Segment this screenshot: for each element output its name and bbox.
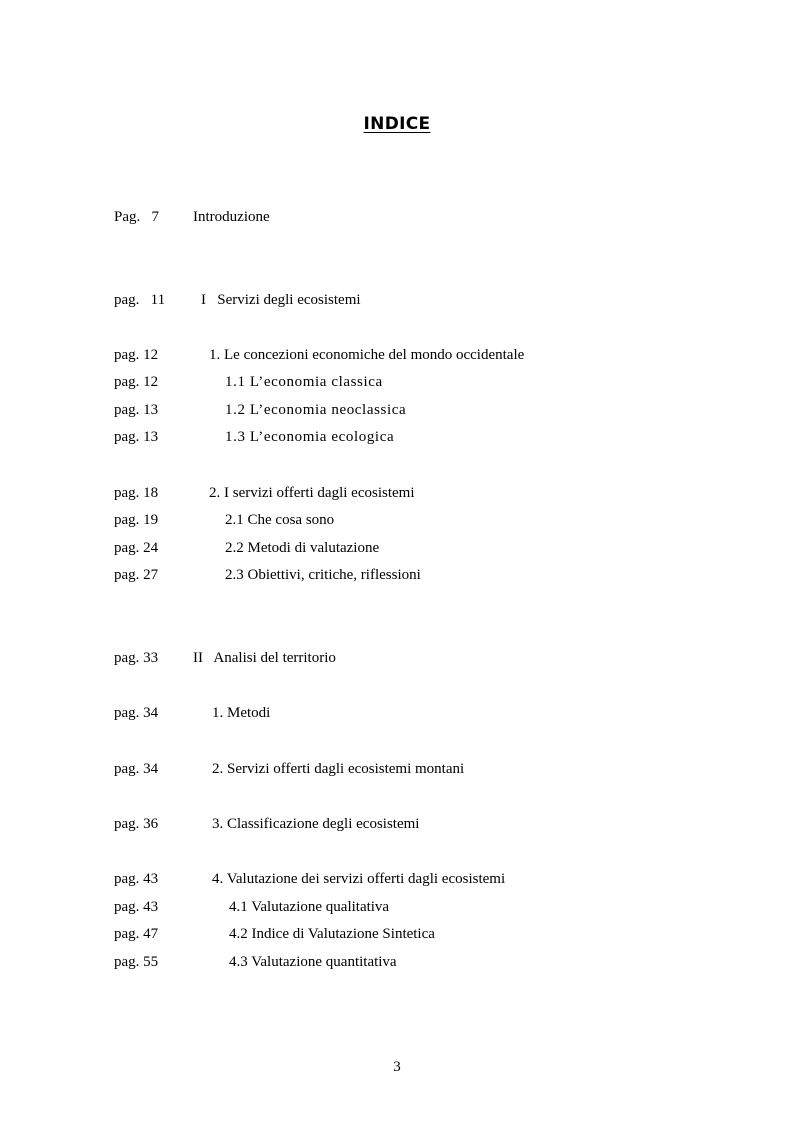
toc-entry <box>0 702 794 724</box>
toc-entry <box>0 758 794 780</box>
toc-page-ref: pag. 36 <box>114 816 159 832</box>
toc-entry <box>0 647 794 669</box>
toc-entry <box>0 344 794 366</box>
toc-entry <box>0 399 794 421</box>
toc-page-ref: pag. 13 <box>114 429 159 445</box>
toc-entry-title: 2.2 Metodi di valutazione <box>225 540 380 556</box>
toc-entry-title: 1. Le concezioni economiche del mondo occidentale <box>209 347 525 363</box>
toc-page-ref: pag. 33 <box>114 650 159 666</box>
toc-entry <box>0 564 794 586</box>
toc-page-ref: pag. 11 <box>114 292 166 308</box>
toc-entry-title: 2. I servizi offerti dagli ecosistemi <box>209 485 415 501</box>
toc-page-ref: Pag. 7 <box>114 209 159 225</box>
toc-entry <box>0 206 794 228</box>
toc-page-ref: pag. 12 <box>114 374 159 390</box>
toc-entry <box>0 289 794 311</box>
page-title: INDICE <box>363 114 431 134</box>
toc-entry-title: 4.1 Valutazione qualitativa <box>229 899 390 915</box>
toc-page-ref: pag. 34 <box>114 761 159 777</box>
toc-entry <box>0 923 794 945</box>
toc-page-ref: pag. 47 <box>114 926 159 942</box>
toc-entry-title: 4. Valutazione dei servizi offerti dagli ecosistemi <box>212 871 506 887</box>
toc-entry <box>0 537 794 559</box>
toc-entry-title: 4.3 Valutazione quantitativa <box>229 954 397 970</box>
page-number: 3 <box>393 1059 401 1075</box>
toc-entry-title: 4.2 Indice di Valutazione Sintetica <box>229 926 435 942</box>
toc-entry-title: II Analisi del territorio <box>193 650 336 666</box>
toc-entry <box>0 426 794 448</box>
toc-page-ref: pag. 19 <box>114 512 159 528</box>
toc-entry-title: I Servizi degli ecosistemi <box>201 292 361 308</box>
toc-entry-title: 3. Classificazione degli ecosistemi <box>212 816 420 832</box>
toc-page-ref: pag. 43 <box>114 899 159 915</box>
toc-page-ref: pag. 34 <box>114 705 159 721</box>
toc-page-ref: pag. 18 <box>114 485 159 501</box>
toc-entry <box>0 813 794 835</box>
toc-entry <box>0 896 794 918</box>
toc-entry <box>0 482 794 504</box>
toc-entry <box>0 509 794 531</box>
toc-entry-title: Introduzione <box>193 209 270 225</box>
toc-entry-title: 2. Servizi offerti dagli ecosistemi montani <box>212 761 465 777</box>
toc-page-ref: pag. 24 <box>114 540 159 556</box>
toc-page-ref: pag. 43 <box>114 871 159 887</box>
toc-entry-title: 1.1 L’economia classica <box>225 374 383 390</box>
toc-entry <box>0 951 794 973</box>
toc-page-ref: pag. 13 <box>114 402 159 418</box>
toc-entry <box>0 371 794 393</box>
toc-page-ref: pag. 55 <box>114 954 159 970</box>
toc-page-ref: pag. 27 <box>114 567 159 583</box>
toc-entry <box>0 868 794 890</box>
toc-entry-title: 1. Metodi <box>212 705 271 721</box>
toc-page-ref: pag. 12 <box>114 347 159 363</box>
toc-entry-title: 2.1 Che cosa sono <box>225 512 335 528</box>
toc-entry-title: 2.3 Obiettivi, critiche, riflessioni <box>225 567 421 583</box>
toc-entry-title: 1.3 L’economia ecologica <box>225 429 395 445</box>
toc-entry-title: 1.2 L’economia neoclassica <box>225 402 407 418</box>
